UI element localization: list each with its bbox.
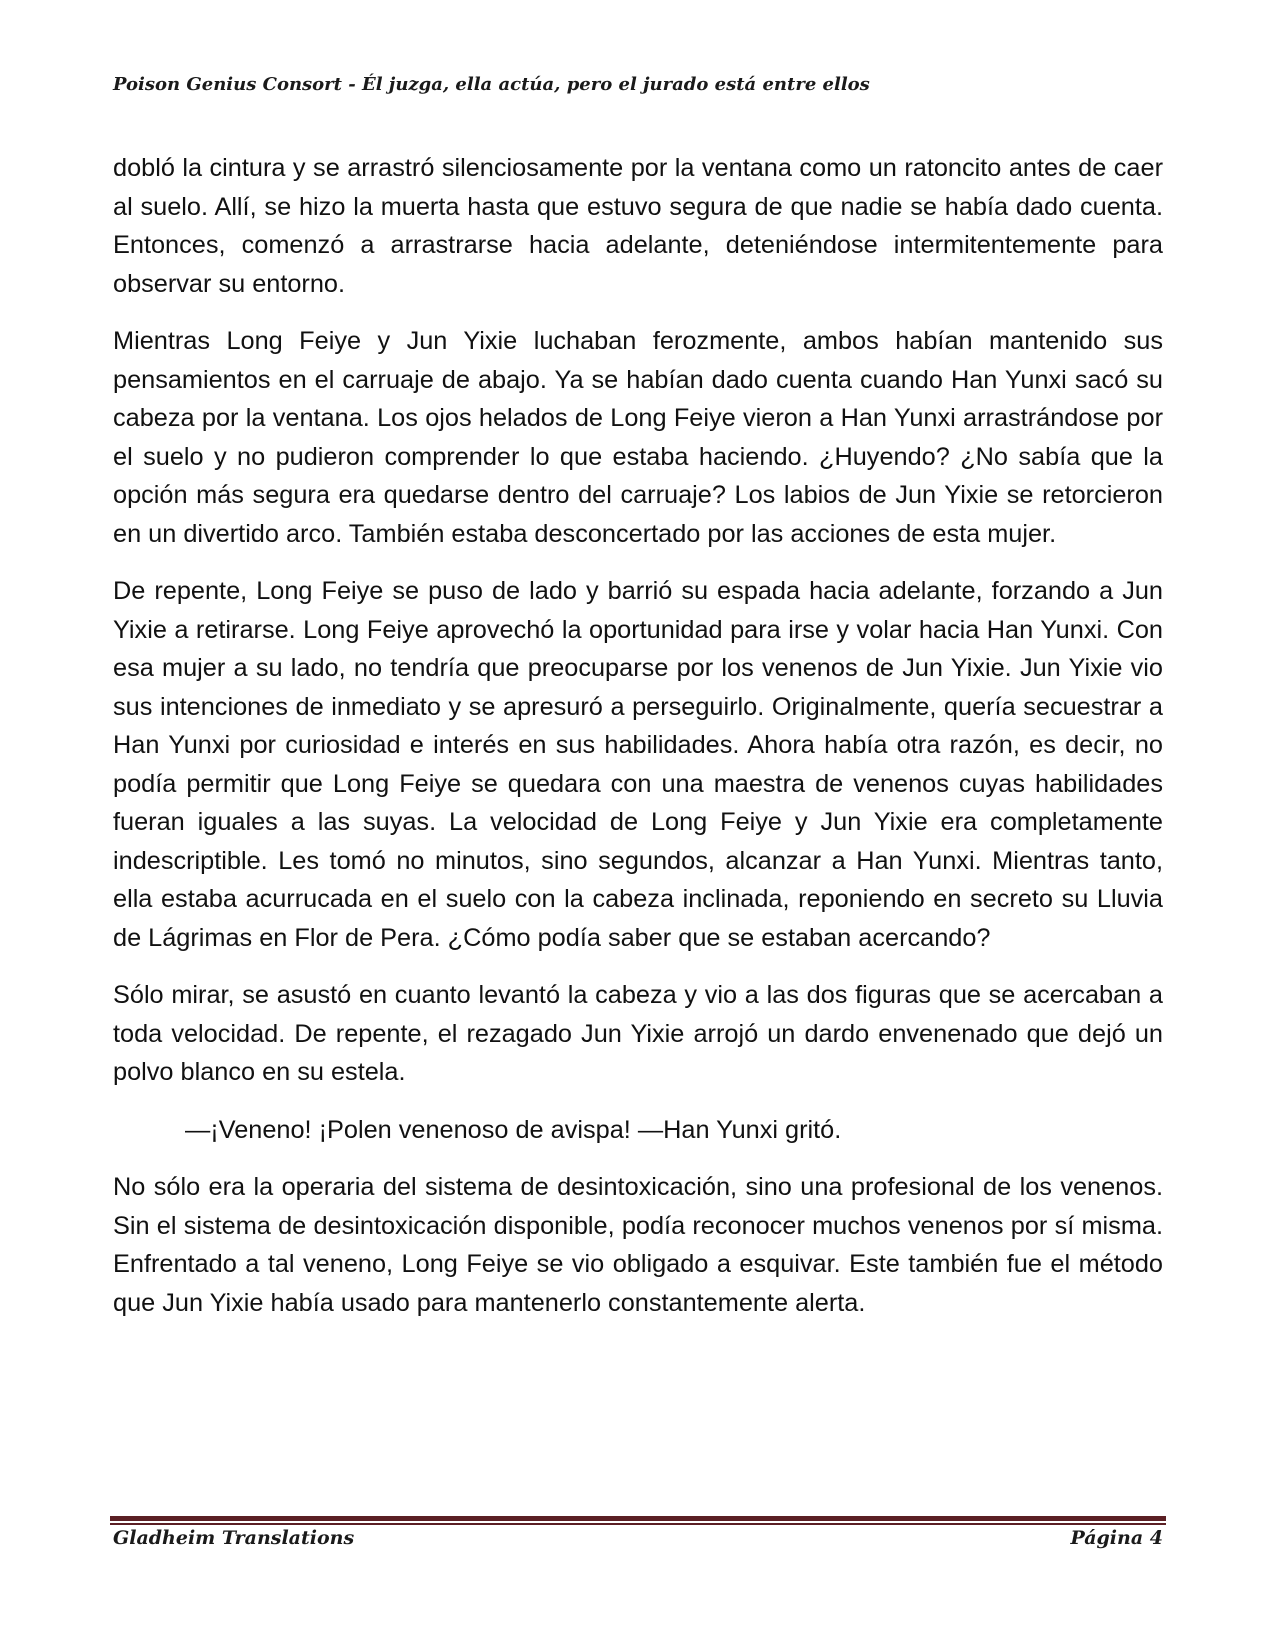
footer-divider xyxy=(110,1516,1166,1525)
paragraph: No sólo era la operaria del sistema de desintoxicación, sino una profesional de los venenos. Sin el sistema de desintoxicación disponible, podía reconocer muchos venenos por sí misma. Enfrentado a tal veneno, Long Feiye se vio obligado a esquivar. Este también fue el método que Jun Yixie había usado para mantenerlo constantemente alerta. xyxy=(113,1173,1163,1317)
paragraph: Mientras Long Feiye y Jun Yixie luchaban ferozmente, ambos habían mantenido sus pensamientos en el carruaje de abajo. Ya se habían dado cuenta cuando Han Yunxi sacó su cabeza por la ventana. Los ojos helados de Long Feiye vieron a Han Yunxi arrastrándose por el suelo y no pudieron comprender lo que estaba haciendo. ¿Huyendo? ¿No sabía que la opción más segura era quedarse dentro del carruaje? Los labios de Jun Yixie se retorcieron en un divertido arco. También estaba desconcertado por las acciones de esta mujer. xyxy=(113,327,1163,548)
paragraph: Sólo mirar, se asustó en cuanto levantó la cabeza y vio a las dos figuras que se acercaban a toda velocidad. De repente, el rezagado Jun Yixie arrojó un dardo envenenado que dejó un polvo blanco en su estela. xyxy=(113,981,1163,1086)
paragraph: De repente, Long Feiye se puso de lado y barrió su espada hacia adelante, forzando a Jun Yixie a retirarse. Long Feiye aprovechó la oportunidad para irse y volar hacia Han Yunxi. Con esa mujer a su lado, no tendría que preocuparse por los venenos de Jun Yixie. Jun Yixie vio sus intenciones de inmediato y se apresuró a perseguirlo. Originalmente, quería secuestrar a Han Yunxi por curiosidad e interés en sus habilidades. Ahora había otra razón, es decir, no podía permitir que Long Feiye se quedara con una maestra de venenos cuyas habilidades fueran iguales a las suyas. La velocidad de Long Feiye y Jun Yixie era completamente indescriptible. Les tomó no minutos, sino segundos, alcanzar a Han Yunxi. Mientras tanto, ella estaba acurrucada en el suelo con la cabeza inclinada, reponiendo en secreto su Lluvia de Lágrimas en Flor de Pera. ¿Cómo podía saber que se estaban acercando? xyxy=(113,577,1163,952)
paragraph: dobló la cintura y se arrastró silenciosamente por la ventana como un ratoncito antes de caer al suelo. Allí, se hizo la muerta hasta que estuvo segura de que nadie se había dado cuenta. Entonces, comenzó a arrastrarse hacia adelante, deteniéndose intermitentemente para observar su entorno. xyxy=(113,154,1163,298)
footer-translator: Gladheim Translations xyxy=(113,1527,355,1549)
footer-divider-thin-line xyxy=(110,1523,1166,1525)
page-header: Poison Genius Consort - Él juzga, ella actúa, pero el jurado está entre ellos xyxy=(113,74,870,95)
dialogue-line: —¡Veneno! ¡Polen venenoso de avispa! —Han Yunxi gritó. xyxy=(185,1115,842,1144)
footer-page-number: Página 4 xyxy=(1070,1527,1163,1549)
body-text xyxy=(113,149,1163,1341)
footer-divider-thick-line xyxy=(110,1516,1166,1521)
